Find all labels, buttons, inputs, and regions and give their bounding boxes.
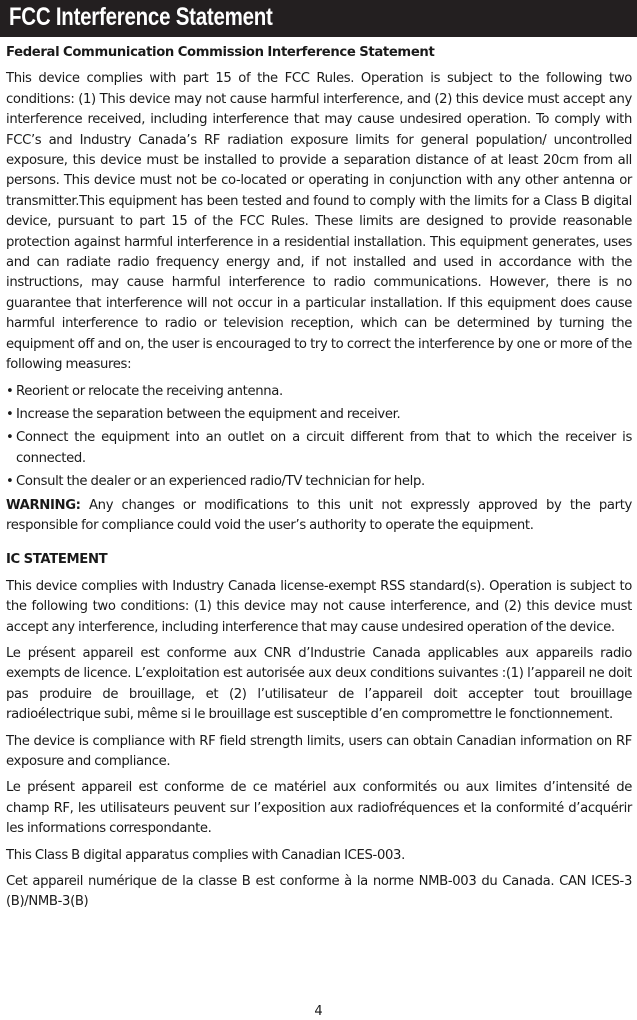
warning-label: WARNING: [6,497,81,513]
ic-paragraph: The device is compliance with RF field strength limits, users can obtain Canadian information on RF exposure and compliance. [6,733,632,769]
fcc-heading: Federal Communication Commission Interference Statement [6,45,435,60]
list-item: • Increase the separation between the equipment and receiver. [6,405,632,425]
title-bar [0,0,637,37]
fcc-paragraph: This device complies with part 15 of the FCC Rules. Operation is subject to the following two conditions: (1) This device may not cause harmful interference, and (2) this device must accept any interference received, including interference that may cause undesired operation. To comply with FCC’s and Industry Canada’s RF radiation exposure limits for general population/ uncontrolled exposure, this device must be installed to provide a separation distance of at least 20cm from all persons. This device must not be co-located or operating in conjunction with any other antenna or transmitter.This equipment has been tested and found to comply with the limits for a Class B digital device, pursuant to part 15 of the FCC Rules. These limits are designed to provide reasonable protection against harmful interference in a residential installation. This equipment generates, uses and can radiate radio frequency energy and, if not installed and used in accordance with the instructions, may cause harmful interference to radio communications. However, there is no guarantee that interference will not occur in a particular installation. If this equipment does cause harmful interference to radio or television reception, which can be determined by turning the equipment off and on, the user is encouraged to try to correct the interference by one or more of the following measures: [6,71,632,373]
page-title: FCC Interference Statement [9,3,273,31]
warning-text: Any changes or modifications to this unit not expressly approved by the party responsible for compliance could void the user’s authority to operate the equipment. [6,497,632,533]
ic-heading: IC STATEMENT [6,552,108,568]
ic-paragraph: Cet appareil numérique de la classe B est conforme à la norme NMB-003 du Canada. CAN ICES-3 (B)/NMB-3(B) [6,874,632,910]
list-item: • Reorient or relocate the receiving antenna. [6,382,632,402]
warning-paragraph [6,496,632,537]
ic-paragraph: Le présent appareil est conforme aux CNR d’Industrie Canada applicables aux appareils radio exempts de licence. L’exploitation est autorisée aux deux conditions suivantes :(1) l’appareil ne doit pas produire de brouillage, et (2) l’utilisateur de l’appareil doit accepter tout brouillage radioélectrique subi, même si le brouillage est susceptible d’en compromettre le fonctionnement. [6,645,632,723]
document-body [6,43,632,919]
list-item: • Consult the dealer or an experienced radio/TV technician for help. [6,472,632,492]
list-item: • Connect the equipment into an outlet on a circuit different from that to which the receiver is connected. [6,428,632,469]
ic-paragraph: This device complies with Industry Canada license-exempt RSS standard(s). Operation is subject to the following two conditions: (1) this device may not cause interference, and (2) this device must accept any interference, including interference that may cause undesired operation of the device. [6,578,632,635]
ic-paragraph: This Class B digital apparatus complies with Canadian ICES-003. [6,847,405,863]
page-number: 4 [314,1004,323,1019]
ic-paragraph: Le présent appareil est conforme de ce matériel aux conformités ou aux limites d’intensité de champ RF, les utilisateurs peuvent sur l’exposition aux radiofréquences et la conformité d’acquérir les informations correspondante. [6,780,632,837]
measures-list [6,382,632,493]
